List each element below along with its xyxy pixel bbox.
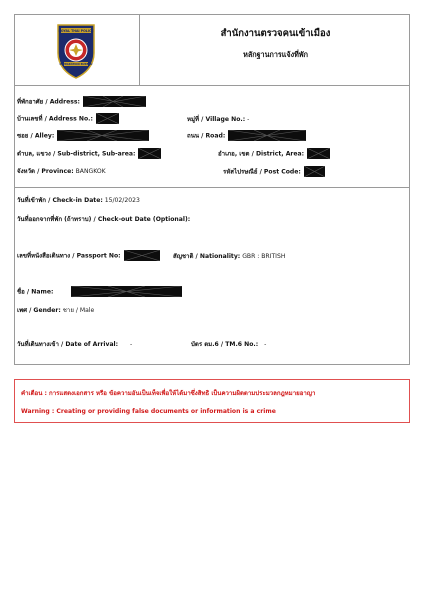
road-redaction (228, 130, 306, 141)
nationality-label: สัญชาติ / Nationality: (173, 253, 241, 260)
province-label: จังหวัด / Province: (17, 168, 74, 175)
district-label: อำเภอ, เขต / District, Area: (218, 150, 305, 158)
postcode-redaction (304, 166, 325, 177)
svg-text:IMMIGRATION BUREAU: IMMIGRATION BUREAU (59, 63, 93, 67)
checkin-field (17, 196, 140, 205)
subdistrict-label: ตำบล, แขวง / Sub-district, Sub-area: (17, 150, 136, 158)
svg-text:ROYAL THAI POLICE: ROYAL THAI POLICE (58, 29, 94, 33)
arrival-field (17, 340, 132, 349)
registration-details (14, 86, 410, 365)
name-field (17, 286, 182, 297)
checkout-label: วันที่ออกจากที่พัก (ถ้าทราบ) / Check-out Date (Optional): (17, 216, 191, 223)
postcode-field (223, 166, 325, 177)
name-label: ชื่อ / Name: (17, 288, 54, 296)
gender-value: ชาย / Male (62, 307, 95, 314)
address-field (17, 96, 146, 107)
gender-field (17, 306, 94, 315)
subdistrict-redaction (138, 148, 161, 159)
subdistrict-field (17, 148, 161, 159)
checkin-label: วันที่เข้าพัก / Check-in Date: (17, 197, 103, 204)
village-no-value: - (247, 116, 250, 123)
road-field (187, 130, 306, 141)
district-redaction (307, 148, 330, 159)
document-title: สำนักงานตรวจคนเข้าเมือง (220, 28, 331, 39)
address-no-field (17, 113, 119, 124)
alley-field (17, 130, 149, 141)
document-header (14, 14, 410, 86)
arrival-value: - (130, 341, 133, 348)
passport-redaction (124, 250, 160, 261)
address-label: ที่พักอาศัย / Address: (17, 98, 80, 106)
arrival-label: วันที่เดินทางเข้า / Date of Arrival: (17, 341, 119, 348)
village-no-label: หมู่ที่ / Village No.: (187, 116, 246, 123)
village-no-field (187, 115, 249, 124)
province-value: BANGKOK (75, 168, 106, 175)
gender-label: เพศ / Gender: (17, 307, 61, 314)
section-divider (15, 187, 409, 188)
address-redaction (83, 96, 146, 107)
warning-english: Warning : Creating or providing false documents or information is a crime (21, 408, 276, 415)
name-redaction (71, 286, 182, 297)
address-no-label: บ้านเลขที่ / Address No.: (17, 115, 93, 123)
warning-box (14, 379, 410, 423)
province-field (17, 167, 106, 176)
alley-label: ซอย / Alley: (17, 132, 55, 140)
tm6-label: บัตร ตม.6 / TM.6 No.: (191, 341, 259, 348)
nationality-field (173, 252, 285, 261)
royal-thai-police-logo (55, 23, 97, 79)
address-no-redaction (96, 113, 119, 124)
tm6-value: - (264, 341, 267, 348)
checkin-value: 15/02/2023 (104, 197, 140, 204)
warning-thai: คำเตือน : การแสดงเอกสาร หรือ ข้อความอันเป็นเท็จเพื่อให้ได้มาซึ่งสิทธิ เป็นความผิดตามประมวลกฎหมายอาญา (21, 390, 316, 397)
nationality-value: GBR : BRITISH (242, 253, 286, 260)
alley-redaction (57, 130, 149, 141)
passport-label: เลขที่หนังสือเดินทาง / Passport No: (17, 252, 121, 260)
passport-field (17, 250, 160, 261)
document-subtitle: หลักฐานการแจ้งที่พัก (243, 50, 308, 59)
postcode-label: รหัสไปรษณีย์ / Post Code: (223, 168, 301, 176)
tm6-field (191, 340, 266, 349)
checkout-field (17, 215, 190, 224)
district-field (218, 148, 330, 159)
road-label: ถนน / Road: (187, 132, 226, 140)
